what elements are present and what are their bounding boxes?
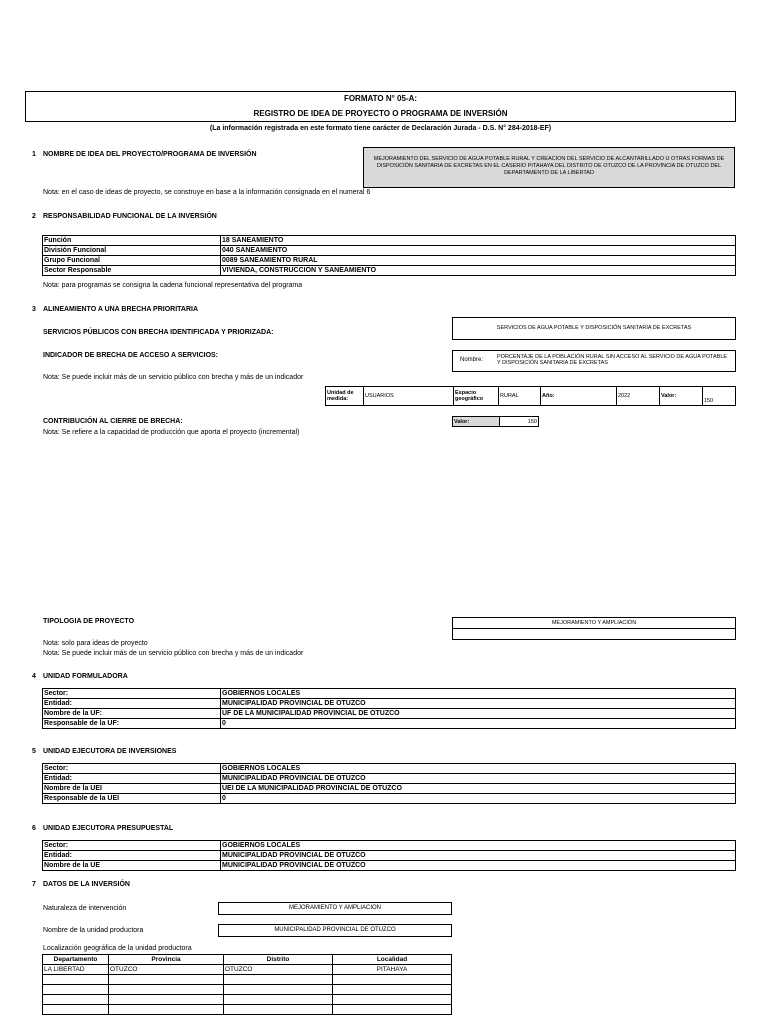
table-row: LA LIBERTAD OTUZCO OTUZCO PITAHAYA <box>43 965 452 975</box>
section-2-number: 2 <box>32 213 36 220</box>
formulating-unit-table <box>42 688 736 729</box>
section-7-title: DATOS DE LA INVERSIÓN <box>43 881 130 888</box>
contribution-table <box>452 416 539 427</box>
table-row: Nombre de la UE MUNICIPALIDAD PROVINCIAL DE OTUZCO <box>43 861 736 871</box>
productive-unit-value-box: MUNICIPALIDAD PROVINCIAL DE OTUZCO <box>218 924 452 937</box>
section-4-title: UNIDAD FORMULADORA <box>43 673 128 680</box>
table-row: Nombre de la UF: UF DE LA MUNICIPALIDAD PROVINCIAL DE OTUZCO <box>43 709 736 719</box>
functional-table <box>42 235 736 276</box>
section-2-title: RESPONSABILIDAD FUNCIONAL DE LA INVERSIÓN <box>43 213 217 220</box>
table-row: Entidad: MUNICIPALIDAD PROVINCIAL DE OTUZCO <box>43 699 736 709</box>
section-6-number: 6 <box>32 825 36 832</box>
table-row: Sector: GOBIERNOS LOCALES <box>43 689 736 699</box>
section-1-title: NOMBRE DE IDEA DEL PROYECTO/PROGRAMA DE INVERSIÓN <box>43 151 257 158</box>
format-title: REGISTRO DE IDEA DE PROYECTO O PROGRAMA DE INVERSIÓN <box>253 109 508 118</box>
table-row: Sector: GOBIERNOS LOCALES <box>43 841 736 851</box>
table-row: Responsable de la UF: 0 <box>43 719 736 729</box>
table-row: Departamento Provincia Distrito Localidad <box>43 955 452 965</box>
tipologia-note-1: Nota: solo para ideas de proyecto <box>43 640 148 647</box>
unit-value: USUARIOS <box>364 387 454 406</box>
indicator-label: INDICADOR DE BRECHA DE ACCESO A SERVICIOS: <box>43 352 219 359</box>
section-1-number: 1 <box>32 151 36 158</box>
year-value: 2022 <box>617 387 660 406</box>
tipologia-note-2: Nota: Se puede incluir más de un servicio público con brecha y más de un indicador <box>43 650 304 657</box>
indicator-name-label: Nombre: <box>460 357 484 363</box>
section-5-title: UNIDAD EJECUTORA DE INVERSIONES <box>43 748 177 755</box>
tipologia-empty-row <box>452 628 736 640</box>
contribution-value-label: Valor: <box>453 417 500 427</box>
section-3-number: 3 <box>32 306 36 313</box>
section-7-number: 7 <box>32 881 36 888</box>
project-name-box: MEJORAMIENTO DEL SERVICIO DE AGUA POTABLE RURAL Y CREACION DEL SERVICIO DE ALCANTARILLADO U OTRAS FORMAS DE DISPOSICIÓN SANITARIA DE EXCRETAS EN EL CASERIO PITAHAYA DEL DISTRITO DE OTUZCO DE LA PROVINCIA DE OTUZCO DEL DEPARTAMENTO DE LA LIBERTAD <box>363 147 735 188</box>
contribution-value: 150 <box>500 417 539 427</box>
table-row <box>43 975 452 985</box>
table-row: Nombre de la UEI UEI DE LA MUNICIPALIDAD PROVINCIAL DE OTUZCO <box>43 784 736 794</box>
executing-unit-table <box>42 763 736 804</box>
section-6-title: UNIDAD EJECUTORA PRESUPUESTAL <box>43 825 174 832</box>
section-3-note-2: Nota: Se refiere a la capacidad de producción que aporta el proyecto (incremental) <box>43 429 300 436</box>
intervention-label: Naturaleza de intervención <box>43 905 127 912</box>
budget-unit-table <box>42 840 736 871</box>
year-label: Año: <box>541 387 617 406</box>
table-row: Sector: GOBIERNOS LOCALES <box>43 764 736 774</box>
section-1-note: Nota: en el caso de ideas de proyecto, se construye en base a la información consignada en el numeral 6 <box>43 189 371 196</box>
table-row: Grupo Funcional 0089 SANEAMIENTO RURAL <box>43 256 736 266</box>
table-row <box>43 995 452 1005</box>
services-label: SERVICIOS PÚBLICOS CON BRECHA IDENTIFICADA Y PRIORIZADA: <box>43 329 274 336</box>
tipologia-title: TIPOLOGIA DE PROYECTO <box>43 618 135 625</box>
intervention-value-box: MEJORAMIENTO Y AMPLIACION <box>218 902 452 915</box>
table-row: Función 18 SANEAMIENTO <box>43 236 736 246</box>
contribution-label: CONTRIBUCIÓN AL CIERRE DE BRECHA: <box>43 418 183 425</box>
table-row: División Funcional 040 SANEAMIENTO <box>43 246 736 256</box>
table-row: Responsable de la UEI 0 <box>43 794 736 804</box>
tipologia-value-box: MEJORAMIENTO Y AMPLIACIÓN <box>452 617 736 629</box>
unit-label: Unidad de medida: <box>326 387 364 406</box>
declaration-note: (La información registrada en este formato tiene carácter de Declaración Jurada - D.S. N° 284-2018-EF) <box>209 125 552 132</box>
space-label: Espacio geográfico <box>454 387 499 406</box>
indicator-name-value: PORCENTAJE DE LA POBLACIÓN RURAL SIN ACCESO AL SERVICIO DE AGUA POTABLE Y DISPOSICIÓN SANITARIA DE EXCRETAS <box>497 354 728 366</box>
value-value: 150 <box>703 387 736 406</box>
table-row: Entidad: MUNICIPALIDAD PROVINCIAL DE OTUZCO <box>43 774 736 784</box>
value-label: Valor: <box>660 387 703 406</box>
section-3-title: ALINEAMIENTO A UNA BRECHA PRIORITARIA <box>43 306 199 313</box>
services-value-box: SERVICIOS DE AGUA POTABLE Y DISPOSICIÓN SANITARIA DE EXCRETAS <box>452 317 736 340</box>
productive-unit-label: Nombre de la unidad productora <box>43 927 144 934</box>
table-row <box>43 985 452 995</box>
section-2-note: Nota: para programas se consigna la cadena funcional representativa del programa <box>43 282 303 289</box>
location-table <box>42 954 452 1015</box>
table-row: Entidad: MUNICIPALIDAD PROVINCIAL DE OTUZCO <box>43 851 736 861</box>
format-number: FORMATO N° 05-A: <box>343 94 418 103</box>
location-label: Localización geográfica de la unidad productora <box>43 945 192 952</box>
indicator-values-table <box>325 386 736 406</box>
section-4-number: 4 <box>32 673 36 680</box>
table-row <box>43 1005 452 1015</box>
section-5-number: 5 <box>32 748 36 755</box>
table-row: Sector Responsable VIVIENDA, CONSTRUCCIÓN Y SANEAMIENTO <box>43 266 736 276</box>
section-3-note-1: Nota: Se puede incluir más de un servicio público con brecha y más de un indicador <box>43 374 304 381</box>
space-value: RURAL <box>499 387 541 406</box>
